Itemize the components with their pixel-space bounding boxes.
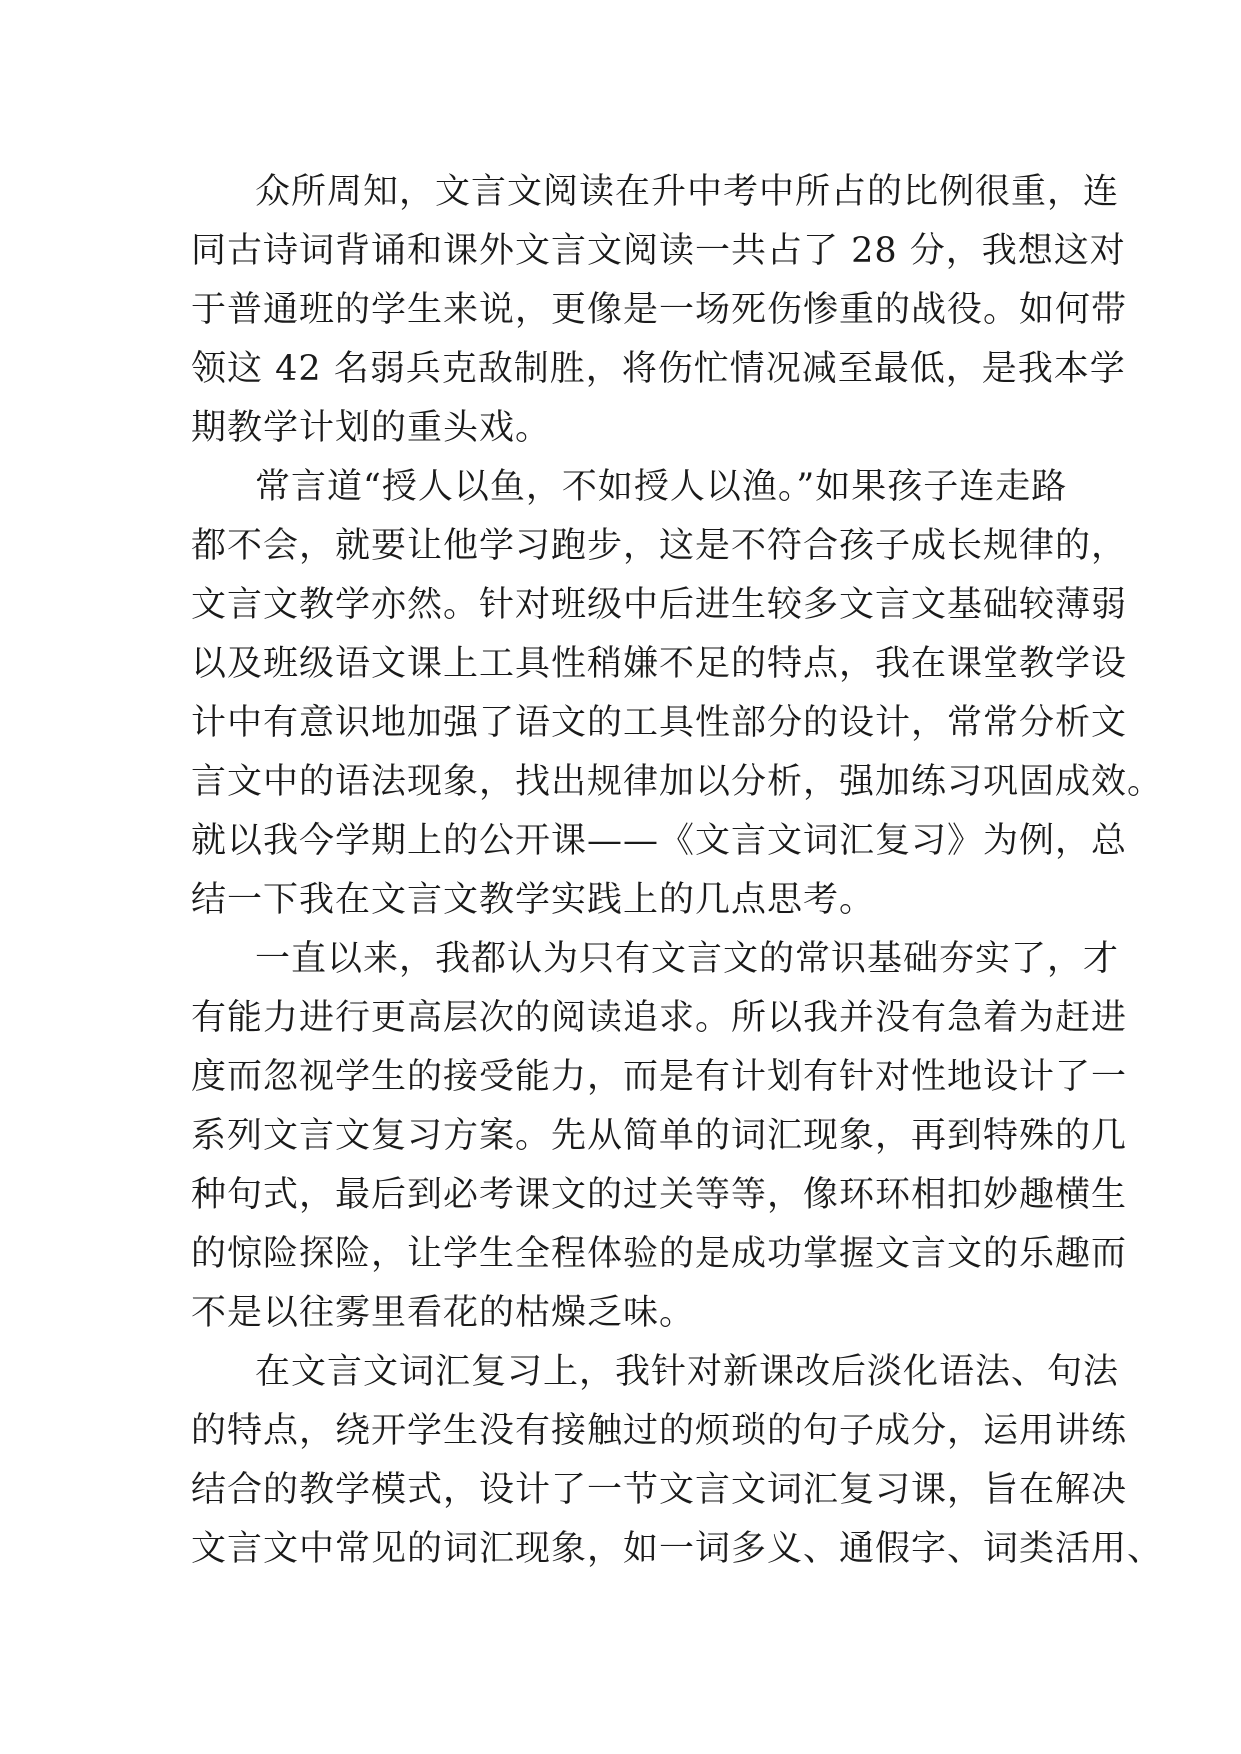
text-line: 的特点，绕开学生没有接触过的烦琐的句子成分，运用讲练 — [191, 1411, 1128, 1451]
text-line: 常言道“授人以鱼，不如授人以渔。”如果孩子连走路 — [255, 467, 1068, 507]
text-line: 计中有意识地加强了语文的工具性部分的设计，常常分析文 — [191, 703, 1128, 743]
text-line: 文言文中常见的词汇现象，如一词多义、通假字、词类活用、 — [191, 1529, 1164, 1569]
text-line: 不是以往雾里看花的枯燥乏味。 — [191, 1293, 696, 1333]
text-line: 于普通班的学生来说，更像是一场死伤惨重的战役。如何带 — [191, 290, 1128, 330]
text-line: 众所周知，文言文阅读在升中考中所占的比例很重，连 — [255, 172, 1120, 212]
paragraph-4 — [191, 1343, 1164, 1579]
text-line: 期教学计划的重头戏。 — [191, 408, 552, 448]
text-line: 结合的教学模式，设计了一节文言文词汇复习课，旨在解决 — [191, 1470, 1128, 1510]
text-line: 系列文言文复习方案。先从简单的词汇现象，再到特殊的几 — [191, 1116, 1128, 1156]
text-line: 度而忽视学生的接受能力，而是有计划有针对性地设计了一 — [191, 1057, 1128, 1097]
paragraph-3 — [191, 930, 1128, 1343]
text-line: 领这 42 名弱兵克敌制胜，将伤忙情况减至最低，是我本学 — [191, 349, 1126, 389]
text-line: 就以我今学期上的公开课——《文言文词汇复习》为例，总 — [191, 821, 1128, 861]
text-line: 的惊险探险，让学生全程体验的是成功掌握文言文的乐趣而 — [191, 1234, 1128, 1274]
text-line: 文言文教学亦然。针对班级中后进生较多文言文基础较薄弱 — [191, 585, 1128, 625]
text-line: 在文言文词汇复习上，我针对新课改后淡化语法、句法 — [255, 1352, 1120, 1392]
paragraph-2 — [191, 458, 1164, 930]
paragraph-1 — [191, 163, 1128, 458]
text-line: 结一下我在文言文教学实践上的几点思考。 — [191, 880, 876, 920]
text-line: 同古诗词背诵和课外文言文阅读一共占了 28 分，我想这对 — [191, 231, 1126, 271]
text-line: 都不会，就要让他学习跑步，这是不符合孩子成长规律的， — [191, 526, 1128, 566]
document-body — [191, 163, 1164, 1579]
text-line: 言文中的语法现象，找出规律加以分析，强加练习巩固成效。 — [191, 762, 1164, 802]
text-line: 有能力进行更高层次的阅读追求。所以我并没有急着为赶进 — [191, 998, 1128, 1038]
text-line: 种句式，最后到必考课文的过关等等，像环环相扣妙趣横生 — [191, 1175, 1128, 1215]
text-line: 一直以来，我都认为只有文言文的常识基础夯实了，才 — [255, 939, 1120, 979]
text-line: 以及班级语文课上工具性稍嫌不足的特点，我在课堂教学设 — [191, 644, 1128, 684]
